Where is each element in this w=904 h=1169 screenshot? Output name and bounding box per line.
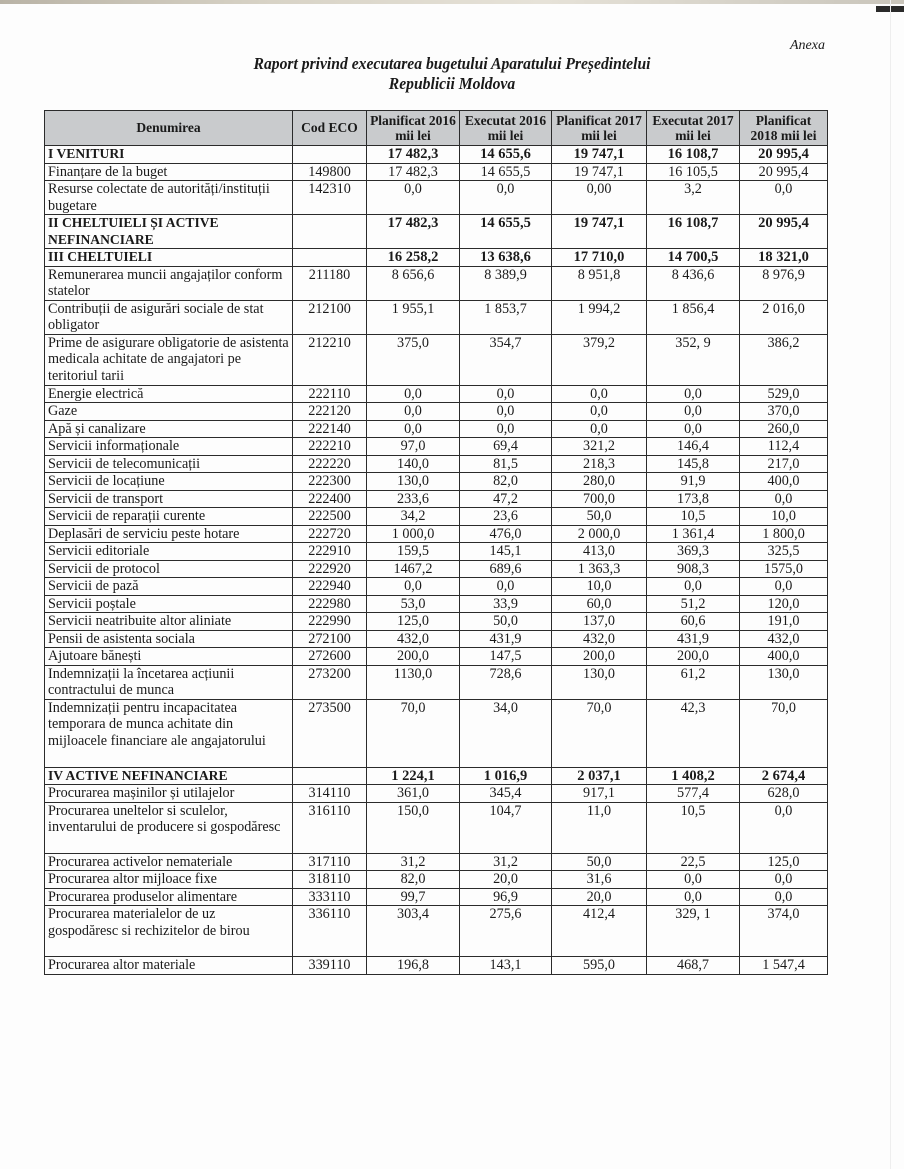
cell-planificat-2018: 112,4: [740, 438, 828, 456]
table-row: [45, 595, 828, 613]
cell-planificat-2017: 595,0: [552, 957, 647, 975]
table-row: [45, 420, 828, 438]
row-code: 273500: [293, 699, 367, 767]
cell-planificat-2018: 529,0: [740, 385, 828, 403]
row-name: Contribuții de asigurări sociale de stat obligator: [45, 300, 293, 334]
cell-planificat-2016: 82,0: [367, 871, 460, 889]
row-name: Resurse colectate de autorități/instituții bugetare: [45, 181, 293, 215]
row-name: Procurarea altor mijloace fixe: [45, 871, 293, 889]
cell-executat-2016: 14 655,5: [460, 215, 552, 249]
row-name: Servicii de transport: [45, 490, 293, 508]
cell-executat-2016: 1 853,7: [460, 300, 552, 334]
cell-executat-2016: 69,4: [460, 438, 552, 456]
cell-planificat-2018: 0,0: [740, 871, 828, 889]
cell-executat-2017: 60,6: [647, 613, 740, 631]
section-row: [45, 146, 828, 164]
row-name: III CHELTUIELI: [45, 249, 293, 267]
cell-executat-2016: 20,0: [460, 871, 552, 889]
cell-planificat-2017: 0,0: [552, 385, 647, 403]
cell-planificat-2017: 413,0: [552, 543, 647, 561]
row-code: 222910: [293, 543, 367, 561]
cell-executat-2017: 146,4: [647, 438, 740, 456]
cell-planificat-2016: 0,0: [367, 181, 460, 215]
section-row: [45, 767, 828, 785]
row-name: Procurarea mașinilor și utilajelor: [45, 785, 293, 803]
cell-planificat-2017: 917,1: [552, 785, 647, 803]
cell-planificat-2018: 400,0: [740, 648, 828, 666]
row-code: 222140: [293, 420, 367, 438]
section-row: [45, 249, 828, 267]
row-code: 222120: [293, 403, 367, 421]
cell-planificat-2016: 0,0: [367, 385, 460, 403]
header-planificat-2017: Planificat 2017 mii lei: [552, 111, 647, 146]
cell-planificat-2018: 400,0: [740, 473, 828, 491]
cell-planificat-2017: 0,00: [552, 181, 647, 215]
cell-planificat-2018: 0,0: [740, 802, 828, 853]
row-code: 339110: [293, 957, 367, 975]
cell-executat-2016: 14 655,5: [460, 163, 552, 181]
cell-planificat-2016: 17 482,3: [367, 163, 460, 181]
table-row: [45, 438, 828, 456]
cell-planificat-2018: 1 547,4: [740, 957, 828, 975]
row-code: 222500: [293, 508, 367, 526]
row-name: Servicii informaționale: [45, 438, 293, 456]
cell-executat-2017: 8 436,6: [647, 266, 740, 300]
cell-planificat-2017: 10,0: [552, 578, 647, 596]
cell-executat-2017: 1 408,2: [647, 767, 740, 785]
cell-executat-2016: 50,0: [460, 613, 552, 631]
cell-executat-2017: 145,8: [647, 455, 740, 473]
table-row: [45, 578, 828, 596]
header-executat-2016: Executat 2016 mii lei: [460, 111, 552, 146]
document-title: [0, 54, 904, 94]
row-name: Procurarea activelor nemateriale: [45, 853, 293, 871]
row-code: 222920: [293, 560, 367, 578]
cell-executat-2016: 0,0: [460, 385, 552, 403]
cell-planificat-2016: 31,2: [367, 853, 460, 871]
cell-executat-2016: 275,6: [460, 906, 552, 957]
cell-planificat-2017: 60,0: [552, 595, 647, 613]
table-row: [45, 699, 828, 767]
row-name: Servicii de locațiune: [45, 473, 293, 491]
table-row: [45, 665, 828, 699]
cell-planificat-2018: 374,0: [740, 906, 828, 957]
cell-executat-2016: 82,0: [460, 473, 552, 491]
cell-planificat-2018: 1575,0: [740, 560, 828, 578]
cell-executat-2016: 33,9: [460, 595, 552, 613]
cell-executat-2016: 0,0: [460, 578, 552, 596]
cell-planificat-2018: 8 976,9: [740, 266, 828, 300]
table-row: [45, 906, 828, 957]
cell-executat-2017: 1 361,4: [647, 525, 740, 543]
row-code: 272600: [293, 648, 367, 666]
cell-executat-2017: 1 856,4: [647, 300, 740, 334]
cell-planificat-2017: 412,4: [552, 906, 647, 957]
cell-planificat-2018: 18 321,0: [740, 249, 828, 267]
row-code: 318110: [293, 871, 367, 889]
table-row: [45, 802, 828, 853]
cell-planificat-2017: 20,0: [552, 888, 647, 906]
cell-executat-2017: 10,5: [647, 802, 740, 853]
cell-planificat-2018: 10,0: [740, 508, 828, 526]
row-name: Servicii de reparații curente: [45, 508, 293, 526]
row-code: 333110: [293, 888, 367, 906]
cell-planificat-2017: 2 037,1: [552, 767, 647, 785]
cell-planificat-2017: 0,0: [552, 420, 647, 438]
header-executat-2017: Executat 2017 mii lei: [647, 111, 740, 146]
row-code: 222990: [293, 613, 367, 631]
cell-executat-2017: 577,4: [647, 785, 740, 803]
row-code: 222210: [293, 438, 367, 456]
cell-executat-2016: 1 016,9: [460, 767, 552, 785]
cell-executat-2017: 0,0: [647, 888, 740, 906]
cell-planificat-2016: 361,0: [367, 785, 460, 803]
cell-executat-2017: 91,9: [647, 473, 740, 491]
row-name: Procurarea materialelor de uz gospodăresc si rechizitelor de birou: [45, 906, 293, 957]
row-code: 222220: [293, 455, 367, 473]
cell-planificat-2018: 370,0: [740, 403, 828, 421]
cell-planificat-2018: 191,0: [740, 613, 828, 631]
table-row: [45, 613, 828, 631]
table-row: [45, 957, 828, 975]
table-row: [45, 385, 828, 403]
table-row: [45, 508, 828, 526]
cell-planificat-2016: 196,8: [367, 957, 460, 975]
table-row: [45, 163, 828, 181]
table-row: [45, 525, 828, 543]
row-code: 212210: [293, 334, 367, 385]
row-name: Indemnizații pentru incapacitatea temporara de munca achitate din mijloacele financiare ale angajatorului: [45, 699, 293, 767]
cell-planificat-2017: 1 363,3: [552, 560, 647, 578]
row-code: 314110: [293, 785, 367, 803]
cell-executat-2017: 14 700,5: [647, 249, 740, 267]
cell-planificat-2016: 1130,0: [367, 665, 460, 699]
cell-executat-2016: 345,4: [460, 785, 552, 803]
cell-planificat-2017: 31,6: [552, 871, 647, 889]
cell-planificat-2017: 19 747,1: [552, 163, 647, 181]
cell-executat-2017: 0,0: [647, 871, 740, 889]
cell-planificat-2016: 97,0: [367, 438, 460, 456]
cell-executat-2017: 173,8: [647, 490, 740, 508]
row-name: I VENITURI: [45, 146, 293, 164]
cell-executat-2017: 0,0: [647, 420, 740, 438]
row-name: Energie electrică: [45, 385, 293, 403]
table-row: [45, 455, 828, 473]
cell-executat-2017: 16 108,7: [647, 146, 740, 164]
table-row: [45, 403, 828, 421]
cell-planificat-2016: 1 224,1: [367, 767, 460, 785]
cell-executat-2016: 354,7: [460, 334, 552, 385]
cell-executat-2016: 47,2: [460, 490, 552, 508]
cell-planificat-2017: 1 994,2: [552, 300, 647, 334]
row-code: 222720: [293, 525, 367, 543]
row-name: Apă și canalizare: [45, 420, 293, 438]
row-name: Servicii de pază: [45, 578, 293, 596]
row-code: [293, 249, 367, 267]
cell-planificat-2016: 233,6: [367, 490, 460, 508]
row-name: Gaze: [45, 403, 293, 421]
title-line-2: Republicii Moldova: [388, 74, 516, 93]
row-code: 142310: [293, 181, 367, 215]
cell-planificat-2016: 130,0: [367, 473, 460, 491]
row-code: 212100: [293, 300, 367, 334]
cell-executat-2016: 34,0: [460, 699, 552, 767]
cell-planificat-2017: 432,0: [552, 630, 647, 648]
cell-executat-2017: 22,5: [647, 853, 740, 871]
cell-planificat-2018: 2 016,0: [740, 300, 828, 334]
table-row: [45, 648, 828, 666]
cell-planificat-2016: 70,0: [367, 699, 460, 767]
cell-planificat-2016: 159,5: [367, 543, 460, 561]
cell-planificat-2016: 375,0: [367, 334, 460, 385]
cell-planificat-2018: 0,0: [740, 490, 828, 508]
table-row: [45, 871, 828, 889]
cell-executat-2016: 13 638,6: [460, 249, 552, 267]
cell-executat-2016: 0,0: [460, 403, 552, 421]
cell-executat-2016: 104,7: [460, 802, 552, 853]
row-name: Deplasări de serviciu peste hotare: [45, 525, 293, 543]
table-row: [45, 888, 828, 906]
section-row: [45, 215, 828, 249]
cell-executat-2017: 200,0: [647, 648, 740, 666]
row-name: Servicii neatribuite altor aliniate: [45, 613, 293, 631]
row-name: II CHELTUIELI ȘI ACTIVE NEFINANCIARE: [45, 215, 293, 249]
cell-planificat-2016: 1 955,1: [367, 300, 460, 334]
cell-planificat-2017: 137,0: [552, 613, 647, 631]
cell-executat-2017: 61,2: [647, 665, 740, 699]
cell-planificat-2017: 2 000,0: [552, 525, 647, 543]
cell-planificat-2016: 432,0: [367, 630, 460, 648]
table-row: [45, 334, 828, 385]
cell-executat-2016: 96,9: [460, 888, 552, 906]
cell-executat-2016: 689,6: [460, 560, 552, 578]
cell-executat-2017: 329, 1: [647, 906, 740, 957]
cell-planificat-2018: 260,0: [740, 420, 828, 438]
cell-executat-2016: 31,2: [460, 853, 552, 871]
cell-executat-2017: 908,3: [647, 560, 740, 578]
cell-planificat-2017: 379,2: [552, 334, 647, 385]
cell-planificat-2017: 0,0: [552, 403, 647, 421]
cell-planificat-2017: 321,2: [552, 438, 647, 456]
cell-executat-2016: 0,0: [460, 420, 552, 438]
cell-planificat-2016: 17 482,3: [367, 215, 460, 249]
cell-planificat-2017: 280,0: [552, 473, 647, 491]
cell-planificat-2018: 432,0: [740, 630, 828, 648]
cell-planificat-2016: 53,0: [367, 595, 460, 613]
cell-executat-2016: 728,6: [460, 665, 552, 699]
table-row: [45, 490, 828, 508]
cell-planificat-2017: 70,0: [552, 699, 647, 767]
row-name: Remunerarea muncii angajaților conform statelor: [45, 266, 293, 300]
row-code: [293, 767, 367, 785]
cell-planificat-2017: 19 747,1: [552, 146, 647, 164]
cell-planificat-2017: 17 710,0: [552, 249, 647, 267]
row-code: 149800: [293, 163, 367, 181]
cell-planificat-2018: 120,0: [740, 595, 828, 613]
row-name: Procurarea produselor alimentare: [45, 888, 293, 906]
scan-edge-right: [890, 0, 891, 1169]
cell-planificat-2017: 218,3: [552, 455, 647, 473]
cell-planificat-2017: 19 747,1: [552, 215, 647, 249]
row-name: Indemnizații la încetarea acțiunii contractului de munca: [45, 665, 293, 699]
row-name: Pensii de asistenta sociala: [45, 630, 293, 648]
cell-planificat-2018: 20 995,4: [740, 163, 828, 181]
row-code: 222110: [293, 385, 367, 403]
cell-planificat-2016: 1467,2: [367, 560, 460, 578]
cell-executat-2017: 369,3: [647, 543, 740, 561]
cell-executat-2017: 0,0: [647, 403, 740, 421]
table-row: [45, 543, 828, 561]
cell-planificat-2018: 20 995,4: [740, 146, 828, 164]
cell-executat-2017: 16 105,5: [647, 163, 740, 181]
budget-table: [44, 110, 828, 975]
header-planificat-2016: Planificat 2016 mii lei: [367, 111, 460, 146]
cell-executat-2016: 0,0: [460, 181, 552, 215]
table-row: [45, 560, 828, 578]
table-row: [45, 630, 828, 648]
title-line-1: Raport privind executarea bugetului Aparatului Președintelui: [253, 54, 651, 73]
row-code: 222980: [293, 595, 367, 613]
cell-planificat-2016: 8 656,6: [367, 266, 460, 300]
cell-executat-2016: 476,0: [460, 525, 552, 543]
row-name: IV ACTIVE NEFINANCIARE: [45, 767, 293, 785]
annex-label: Anexa: [790, 38, 825, 53]
cell-planificat-2016: 34,2: [367, 508, 460, 526]
cell-executat-2017: 0,0: [647, 578, 740, 596]
row-code: 317110: [293, 853, 367, 871]
cell-planificat-2018: 0,0: [740, 578, 828, 596]
cell-planificat-2016: 0,0: [367, 578, 460, 596]
table-body: [45, 146, 828, 975]
row-code: 211180: [293, 266, 367, 300]
cell-planificat-2016: 125,0: [367, 613, 460, 631]
cell-planificat-2018: 130,0: [740, 665, 828, 699]
cell-planificat-2017: 11,0: [552, 802, 647, 853]
header-planificat-2018: Planificat 2018 mii lei: [740, 111, 828, 146]
cell-planificat-2016: 303,4: [367, 906, 460, 957]
row-code: 336110: [293, 906, 367, 957]
cell-executat-2016: 431,9: [460, 630, 552, 648]
cell-planificat-2018: 0,0: [740, 181, 828, 215]
cell-planificat-2018: 70,0: [740, 699, 828, 767]
row-name: Servicii poștale: [45, 595, 293, 613]
table-row: [45, 785, 828, 803]
cell-planificat-2016: 0,0: [367, 420, 460, 438]
cell-planificat-2018: 0,0: [740, 888, 828, 906]
cell-planificat-2017: 8 951,8: [552, 266, 647, 300]
cell-planificat-2016: 200,0: [367, 648, 460, 666]
cell-planificat-2016: 140,0: [367, 455, 460, 473]
cell-planificat-2018: 217,0: [740, 455, 828, 473]
cell-executat-2016: 8 389,9: [460, 266, 552, 300]
cell-planificat-2016: 0,0: [367, 403, 460, 421]
row-name: Finanțare de la buget: [45, 163, 293, 181]
row-code: 273200: [293, 665, 367, 699]
table-row: [45, 266, 828, 300]
scan-edge: [0, 0, 904, 4]
cell-executat-2016: 143,1: [460, 957, 552, 975]
cell-executat-2016: 147,5: [460, 648, 552, 666]
cell-planificat-2016: 150,0: [367, 802, 460, 853]
table-row: [45, 473, 828, 491]
cell-executat-2016: 145,1: [460, 543, 552, 561]
header-denumirea: Denumirea: [45, 111, 293, 146]
row-name: Servicii editoriale: [45, 543, 293, 561]
table-row: [45, 300, 828, 334]
header-cod-eco: Cod ECO: [293, 111, 367, 146]
cell-planificat-2017: 200,0: [552, 648, 647, 666]
cell-planificat-2017: 50,0: [552, 853, 647, 871]
cell-planificat-2018: 1 800,0: [740, 525, 828, 543]
row-code: 272100: [293, 630, 367, 648]
cell-planificat-2017: 700,0: [552, 490, 647, 508]
cell-planificat-2016: 16 258,2: [367, 249, 460, 267]
row-name: Procurarea uneltelor si sculelor, inventarului de producere si gospodăresc: [45, 802, 293, 853]
row-code: 316110: [293, 802, 367, 853]
row-name: Procurarea altor materiale: [45, 957, 293, 975]
row-code: [293, 215, 367, 249]
cell-executat-2017: 352, 9: [647, 334, 740, 385]
cell-planificat-2016: 17 482,3: [367, 146, 460, 164]
cell-planificat-2016: 1 000,0: [367, 525, 460, 543]
cell-executat-2017: 3,2: [647, 181, 740, 215]
cell-executat-2016: 14 655,6: [460, 146, 552, 164]
cell-executat-2017: 42,3: [647, 699, 740, 767]
table-header-row: [45, 111, 828, 146]
cell-planificat-2018: 125,0: [740, 853, 828, 871]
row-code: 222940: [293, 578, 367, 596]
cell-planificat-2018: 325,5: [740, 543, 828, 561]
cell-executat-2017: 16 108,7: [647, 215, 740, 249]
row-name: Ajutoare bănești: [45, 648, 293, 666]
cell-executat-2017: 431,9: [647, 630, 740, 648]
cell-planificat-2018: 20 995,4: [740, 215, 828, 249]
cell-executat-2017: 51,2: [647, 595, 740, 613]
cell-planificat-2017: 50,0: [552, 508, 647, 526]
cell-planificat-2018: 628,0: [740, 785, 828, 803]
cell-planificat-2016: 99,7: [367, 888, 460, 906]
cell-executat-2016: 81,5: [460, 455, 552, 473]
cell-executat-2016: 23,6: [460, 508, 552, 526]
cell-executat-2017: 468,7: [647, 957, 740, 975]
cell-executat-2017: 10,5: [647, 508, 740, 526]
table-row: [45, 181, 828, 215]
table-row: [45, 853, 828, 871]
row-name: Servicii de protocol: [45, 560, 293, 578]
cell-planificat-2018: 2 674,4: [740, 767, 828, 785]
row-name: Servicii de telecomunicații: [45, 455, 293, 473]
cell-planificat-2017: 130,0: [552, 665, 647, 699]
row-code: [293, 146, 367, 164]
row-code: 222400: [293, 490, 367, 508]
cell-executat-2017: 0,0: [647, 385, 740, 403]
row-code: 222300: [293, 473, 367, 491]
row-name: Prime de asigurare obligatorie de asistenta medicala achitate de angajatori pe teritoriul tarii: [45, 334, 293, 385]
cell-planificat-2018: 386,2: [740, 334, 828, 385]
